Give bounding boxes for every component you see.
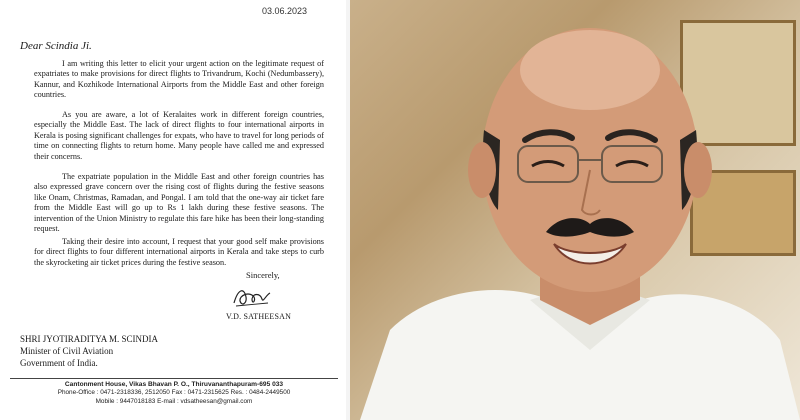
- signature-image: [230, 283, 274, 311]
- portrait-photo: [350, 0, 800, 420]
- letter-paragraph: The expatriate population in the Middle East and other foreign countries has also expressed grave concern over the rising cost of flights during the festive seasons like Onam, Christmas, Ramadan, and Pongal. I am told that the one-way air ticket fare from the Middle East will go up to Rs 1 lakh during these festive seasons. The intervention of the Union Ministry to regulate this fare hike has been their long-standing request.: [34, 172, 324, 234]
- recipient-name: SHRI JYOTIRADITYA M. SCINDIA: [20, 334, 159, 344]
- recipient-block: [20, 333, 158, 369]
- recipient-org: Government of India.: [20, 358, 98, 368]
- footer-contact: Mobile : 9447018183 E-mail : vdsatheesan@gmail.com: [95, 397, 253, 405]
- letter-paragraph: I am writing this letter to elicit your urgent action on the legitimate request of expatriates to make provisions for direct flights to Trivandrum, Kochi (Nedumbassery), Kannur, and Kozhikode International Airports from the Middle East and other foreign countries.: [34, 59, 324, 100]
- letter-paragraph: Taking their desire into account, I request that your good self make provisions for direct flights to four different international airports in Kerala and take steps to curb the skyrocketing air ticket prices during the festive season.: [34, 237, 324, 267]
- letterhead-footer: [10, 378, 338, 406]
- footer-address: Cantonment House, Vikas Bhavan P. O., Thiruvananthapuram-695 033: [64, 381, 284, 388]
- recipient-title: Minister of Civil Aviation: [20, 346, 114, 356]
- person-illustration: [350, 0, 800, 420]
- letter-document: [0, 0, 346, 420]
- footer-phones: Phone-Office : 0471-2318336, 2512050 Fax : 0471-2315625 Res. : 0484-2449500: [57, 389, 291, 397]
- signer-name: V.D. SATHEESAN: [226, 312, 292, 321]
- letter-paragraph: As you are aware, a lot of Keralaites work in different foreign countries, especially the Middle East. The lack of direct flights to four international airports in Kerala is posing significant challenges for expats, who have to travel for long periods of time on connecting flights to return home. Many people have called me and expressed their concerns.: [34, 110, 324, 161]
- letter-date: 03.06.2023: [262, 6, 308, 16]
- closing: Sincerely,: [246, 270, 280, 280]
- salutation: Dear Scindia Ji.: [20, 40, 92, 52]
